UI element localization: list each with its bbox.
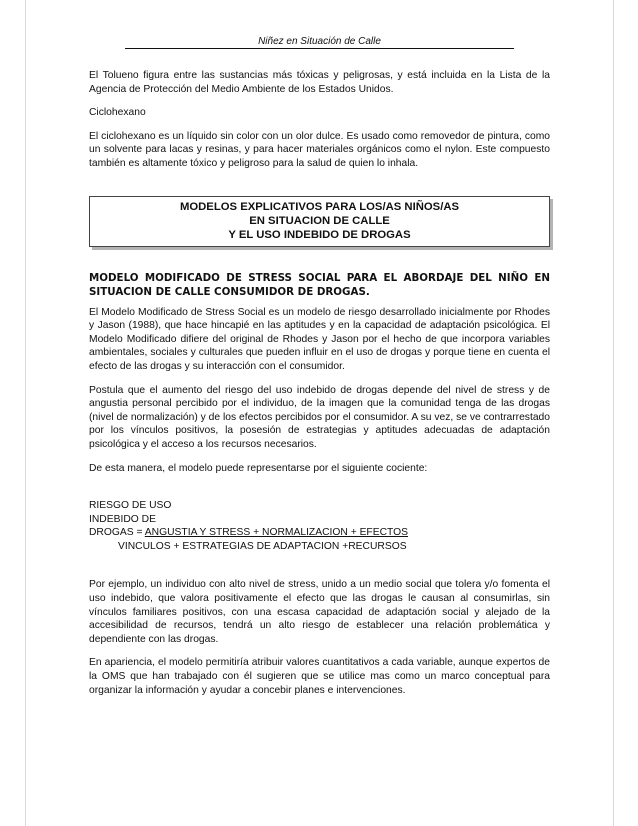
paragraph-model-quotient-intro: De esta manera, el modelo puede representarse por el siguiente cociente: — [89, 462, 428, 474]
document-page — [89, 36, 550, 697]
formula-line-1: RIESGO DE USO — [89, 500, 172, 512]
paragraph-example: Por ejemplo, un individuo con alto nivel de stress, unido a un medio social que tolera y/o fomenta el uso indebido, que valora positivamente el efecto que las drogas le causan al consumirlas, sin vínculos familiares positivos, con una escasa capacidad de adaptación social y alejado de la accesibilidad de recursos, tendrá un alto riesgo de establecer una relación problemática y dependiente con las drogas. — [89, 579, 550, 645]
paragraph-tolueno: El Tolueno figura entre las sustancias más tóxicas y peligrosas, y está incluida en la Lista de la Agencia de Protección del Medio Ambiente de los Estados Unidos. — [89, 70, 550, 95]
box-line-3: Y EL USO INDEBIDO DE DROGAS — [228, 228, 411, 241]
formula-line-2: INDEBIDO DE — [89, 513, 156, 525]
box-line-1: MODELOS EXPLICATIVOS PARA LOS/AS NIÑOS/AS — [179, 200, 460, 213]
paragraph-oms: En apariencia, el modelo permitiría atribuir valores cuantitativos a cada variable, aunque expertos de la OMS que han trabajado con él sugieren que se utilice mas como un marco conceptual para organizar la información y ayudar a concebir planes e intervenciones. — [89, 657, 550, 696]
right-margin-line — [613, 0, 614, 826]
risk-formula — [89, 499, 550, 553]
paragraph-ciclohexano: El ciclohexano es un líquido sin color con un olor dulce. Es usado como removedor de pintura, como un solvente para lacas y resinas, y para hacer materiales orgánicos como el nylon. Este compuesto también es altamente tóxico y peligroso para la salud de quien lo inhala. — [89, 130, 550, 169]
box-line-2: EN SITUACION DE CALLE — [249, 214, 390, 227]
formula-denominator: VINCULOS + ESTRATEGIAS DE ADAPTACION +RECURSOS — [118, 540, 407, 552]
section-title: MODELO MODIFICADO DE STRESS SOCIAL PARA EL ABORDAJE DEL NIÑO EN SITUACION DE CALLE CONSUMIDOR DE DROGAS. — [89, 271, 550, 298]
page-header: Niñez en Situación de Calle — [125, 36, 514, 49]
formula-numerator: ANGUSTIA Y STRESS + NORMALIZACION + EFECTOS — [144, 527, 409, 539]
left-margin-line — [25, 0, 26, 826]
models-title-box — [89, 196, 550, 247]
subheading-ciclohexano: Ciclohexano — [89, 107, 146, 119]
formula-line-3 — [89, 526, 550, 540]
formula-prefix: DROGAS = — [89, 527, 145, 539]
paragraph-model-description: El Modelo Modificado de Stress Social es un modelo de riesgo desarrollado inicialmente por Rhodes y Jason (1988), que hace hincapié en las aptitudes y en la capacidad de adaptación psicológica. El Modelo Modificado difiere del original de Rhodes y Jason por el hecho de que incorpora variables ambientales, sociales y culturales que pueden influir en el uso de drogas y porque tiene en cuenta el efecto de las drogas y su interacción con el consumidor. — [89, 306, 550, 372]
paragraph-model-postulate: Postula que el aumento del riesgo del uso indebido de drogas depende del nivel de stress y de angustia personal percibido por el individuo, de la imagen que la comunidad tenga de las drogas (nivel de normalización) y de los efectos percibidos por el consumidor. A su vez, se ve contrarrestado por los vínculos positivos, la posesión de estrategias y aptitudes adecuadas de adaptación psicológica y el acceso a los recursos necesarios. — [89, 384, 550, 450]
